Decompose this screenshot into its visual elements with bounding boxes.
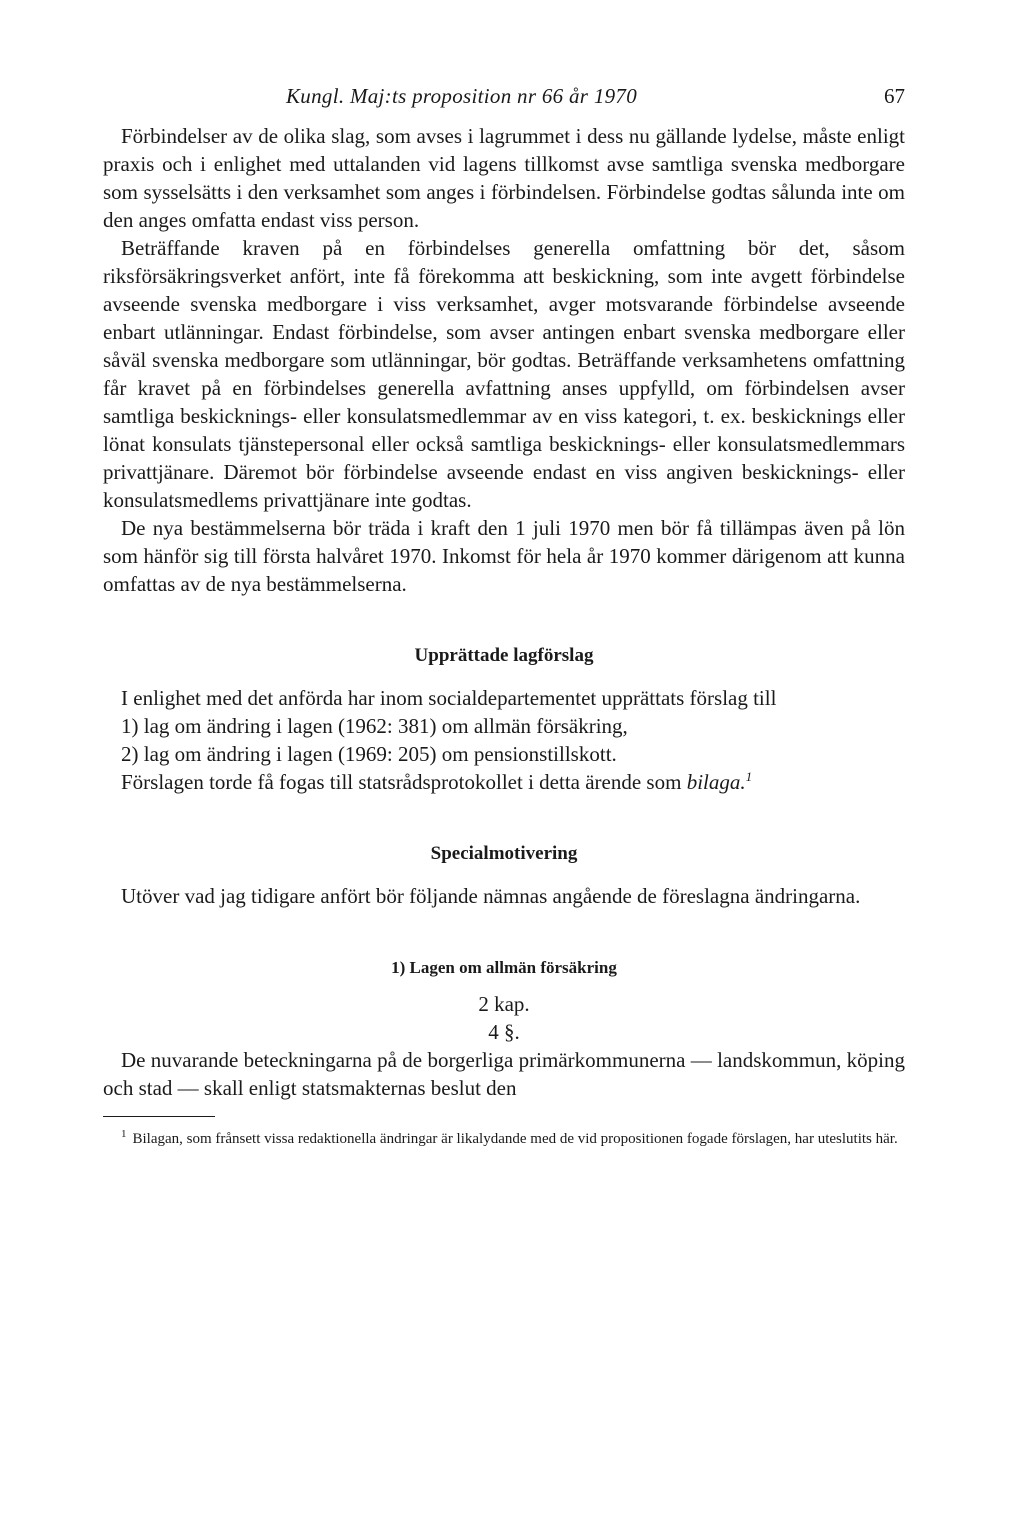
chapter-label: 2 kap. [478, 992, 530, 1016]
paragraph-utover: Utöver vad jag tidigare anfört bör följande nämnas angående de föreslagna ändringarna. [121, 884, 861, 908]
paragraph-betraffande: Beträffande kraven på en förbindelses generella omfattning bör det, såsom riksförsäkringsverket anfört, inte få förekomma att beskickning, som inte avgett förbindelse avseende svenska medborgare i viss verksamhet, avger motsvarande förbindelse avseende enbart utlänningar. Endast förbindelse, som avser antingen enbart svenska medborgare eller såväl svenska medborgare som utlänningar, bör godtas. Beträffande verksamhetens omfattning får kravet på en förbindelses generella avfattning anses uppfylld, om förbindelsen avser samtliga beskicknings- eller konsulatsmedlemmar av en viss kategori, t. ex. beskicknings eller lönat konsulats tjänstepersonal eller också samtliga beskicknings- eller konsulatsmedlemmars privattjänare. Däremot bör förbindelse avseende endast en viss angiven beskicknings- eller konsulatsmedlems privattjänare inte godtas. [103, 236, 905, 512]
footnote-divider [103, 1116, 215, 1117]
document-page [103, 82, 905, 1150]
paragraph-forbindelser: Förbindelser av de olika slag, som avses i lagrummet i dess nu gällande lydelse, måste enligt praxis och i enlighet med uttalanden vid lagens tillkomst avse samtliga svenska medborgare som sysselsätts i den verksamhet som anges i förbindelsen. Förbindelse godtas sålunda inte om den anges omfatta endast viss person. [103, 124, 905, 232]
heading-lagen-om-allman-forsakring: 1) Lagen om allmän försäkring [391, 958, 617, 977]
spacer [103, 598, 905, 642]
heading-upprattade-lagforslag: Upprättade lagförslag [414, 645, 594, 666]
spacer [103, 910, 905, 954]
footnote-text: Bilagan, som frånsett vissa redaktionella ändringar är likalydande med de vid propositionen fogade förslagen, har uteslutits här. [132, 1131, 898, 1147]
footnote [103, 1129, 905, 1150]
spacer [103, 868, 905, 882]
bilaga-word: bilaga. [686, 770, 746, 794]
spacer [103, 796, 905, 840]
footnote-mark: 1 [121, 1128, 127, 1140]
running-title: Kungl. Maj:ts proposition nr 66 år 1970 [286, 84, 638, 108]
spacer [103, 670, 905, 684]
paragraph-sign-label: 4 §. [488, 1020, 520, 1044]
page-number: 67 [884, 84, 905, 108]
running-header [103, 82, 905, 110]
heading-specialmotivering: Specialmotivering [430, 843, 578, 864]
paragraph-forslagen [103, 768, 905, 796]
paragraph-nya-bestammelser: De nya bestämmelserna bör träda i kraft den 1 juli 1970 men bör få tillämpas även på lön som hänför sig till första halvåret 1970. Inkomst för hela år 1970 kommer därigenom att kunna omfattas av de nya bestämmelserna. [103, 516, 905, 596]
paragraph-upprattade-intro: I enlighet med det anförda har inom socialdepartementet upprättats förslag till [121, 686, 777, 710]
paragraph-nuvarande-beteckningar: De nuvarande beteckningarna på de borgerliga primärkommunerna — landskommun, köping och stad — skall enligt statsmakternas beslut den [103, 1048, 905, 1100]
spacer [103, 982, 905, 990]
list-item-lagforslag-2: 2) lag om ändring i lagen (1969: 205) om pensionstillskott. [121, 742, 617, 766]
list-item-lagforslag-1: 1) lag om ändring i lagen (1962: 381) om allmän försäkring, [121, 714, 628, 738]
forslagen-text: Förslagen torde få fogas till statsrådsprotokollet i detta ärende som [121, 770, 682, 794]
footnote-reference: 1 [745, 769, 753, 784]
